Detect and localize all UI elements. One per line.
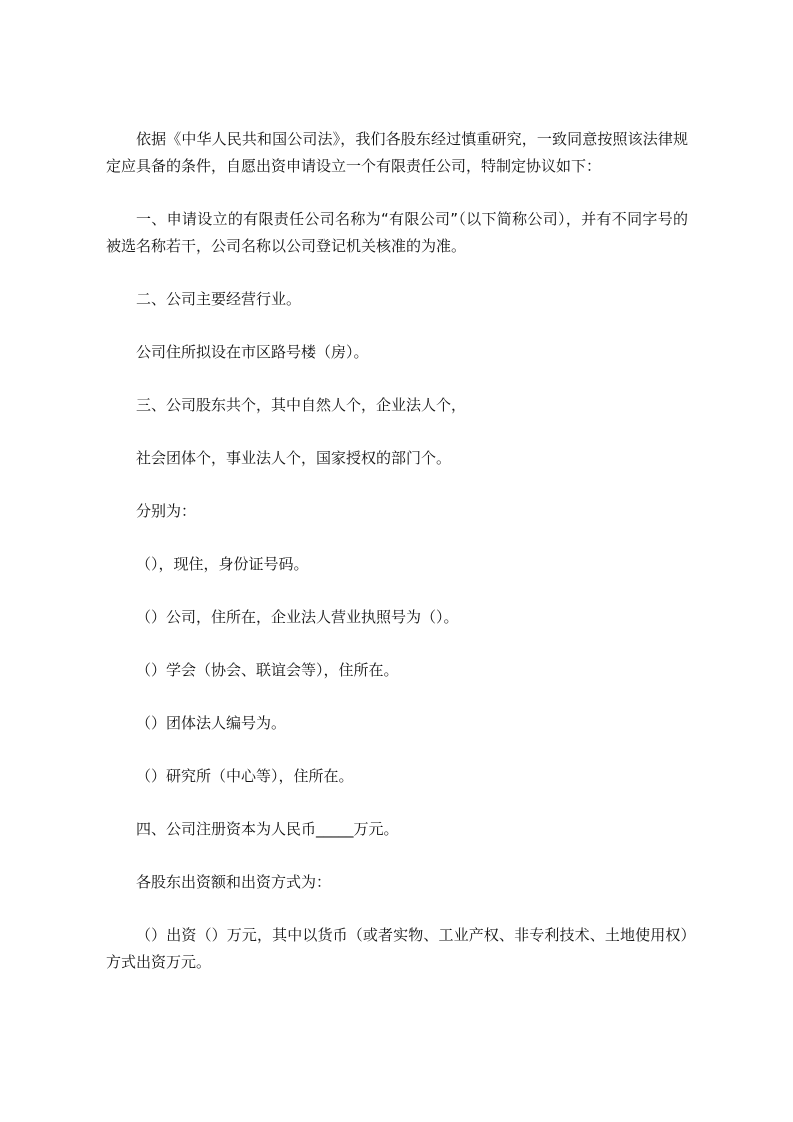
paragraph-corporate: （）公司，住所在，企业法人营业执照号为（）。 bbox=[136, 608, 459, 626]
paragraph-contribution-methods: 各股东出资额和出资方式为： bbox=[136, 873, 332, 891]
paragraph-respectively: 分别为： bbox=[136, 502, 197, 520]
paragraph-clause-2-business: 二、公司主要经营行业。 bbox=[136, 290, 302, 308]
document-body bbox=[106, 126, 688, 1002]
paragraph-shareholder-types: 社会团体个，事业法人个，国家授权的部门个。 bbox=[136, 449, 452, 467]
paragraph-association: （）学会（协会、联谊会等），住所在。 bbox=[136, 661, 399, 679]
paragraph-research-institute: （）研究所（中心等），住所在。 bbox=[136, 767, 354, 785]
paragraph-company-address: 公司住所拟设在市区路号楼（房）。 bbox=[136, 343, 369, 361]
paragraph-contribution-detail: （）出资（）万元，其中以货币（或者实物、工业产权、非专利技术、土地使用权）方式出资万元。 bbox=[106, 926, 688, 971]
paragraph-natural-person: （），现住，身份证号码。 bbox=[136, 555, 309, 573]
paragraph-preamble: 依据《中华人民共和国公司法》，我们各股东经过慎重研究，一致同意按照该法律规定应具备的条件，自愿出资申请设立一个有限责任公司，特制定协议如下： bbox=[106, 130, 688, 175]
paragraph-clause-3-shareholders: 三、公司股东共个，其中自然人个，企业法人个， bbox=[136, 396, 467, 414]
paragraph-clause-1-company-name: 一、申请设立的有限责任公司名称为“有限公司”（以下简称公司），并有不同字号的被选名称若干，公司名称以公司登记机关核准的为准。 bbox=[106, 210, 688, 255]
paragraph-clause-4-registered-capital: 四、公司注册资本为人民币_____万元。 bbox=[136, 820, 399, 838]
paragraph-group-legal-person: （）团体法人编号为。 bbox=[136, 714, 287, 732]
